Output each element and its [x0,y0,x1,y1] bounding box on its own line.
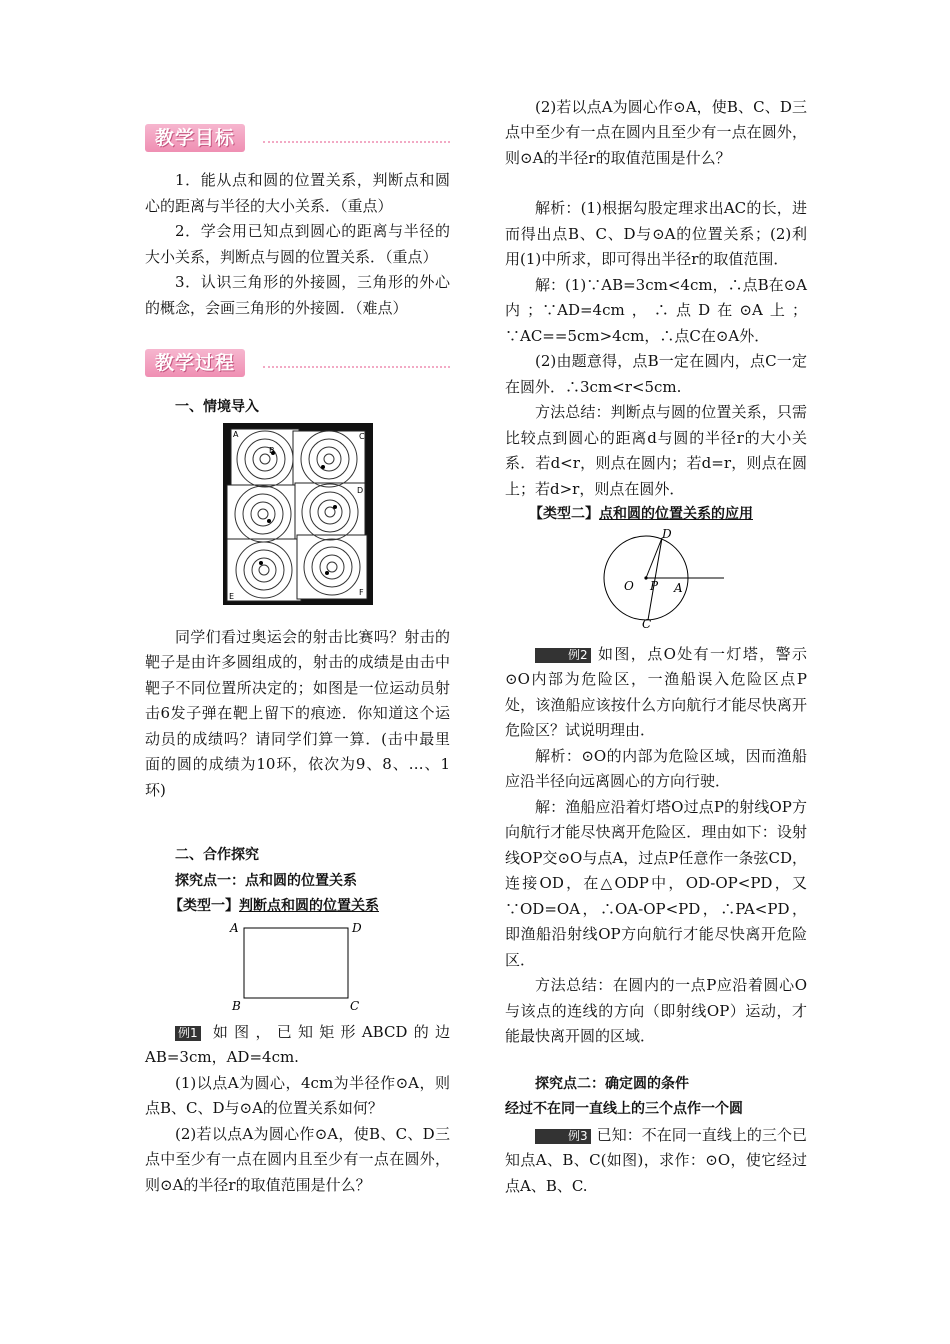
goals-banner [145,120,450,156]
process-banner-title: 教学过程 [145,349,245,377]
ex2-solution: 解：渔船应沿着灯塔O过点P的射线OP方向航行才能尽快离开危险区．理由如下：设射线OP交⊙O与点A，过点P任意作一条弦CD，连接OD，在△ODP中，OD-OP<PD，又∵OD=OA，∴OA-OP<PD，∴PA<PD，即渔船沿射线OP方向航行才能尽快离开危险区． [505,797,807,969]
ex1-badge: 例1 [175,1026,201,1041]
circle-label-o: O [624,578,634,593]
type1-heading [145,894,450,920]
type2-tag: 【类型二】 [529,506,599,522]
circle-op-figure [586,526,726,631]
circle-label-p: P [650,578,659,593]
ex1-method: 方法总结：判断点与圆的位置关系，只需比较点到圆心的距离d与圆的半径r的大小关系．若d<r，则点在圆内；若d=r，则点在圆上；若d>r，则点在圆外． [505,403,807,498]
goal-item: 1．能从点和圆的位置关系，判断点和圆心的距离与半径的大小关系．（重点） [145,171,450,215]
intro-text: 同学们看过奥运会的射击比赛吗？射击的靶子是由许多圆组成的，射击的成绩是由击中靶子不同位置所决定的；如图是一位运动员射击6发子弹在靶上留下的痕迹．你知道这个运动员的成绩吗？请同学们算一算．(击中最里面的圆的成绩为10环，依次为9、8、…、1环) [145,627,450,799]
point2-heading: 探究点二：确定圆的条件 [535,1075,689,1092]
ex1-solution-1: 解：(1)∵AB=3cm<4cm，∴点B在⊙A内；∵AD=4cm，∴点D在⊙A上；∵AC==5cm>4cm，∴点C在⊙A外． [505,275,808,345]
ex2-statement [505,642,807,744]
ex3-badge: 例3 [535,1129,591,1144]
goal-item: 3．认识三角形的外接圆，三角形的外心的概念，会画三角形的外接圆．（难点） [145,273,450,317]
ex1-question-2-overflow: (2)若以点A为圆心作⊙A，使B、C、D三点中至少有一点在圆内且至少有一点在圆外，则⊙A的半径r的取值范围是什么？ [505,97,807,167]
circle-label-a: A [674,580,683,595]
target-label: C [358,431,365,441]
ex2-badge: 例2 [535,648,591,663]
ex3-text: 已知：不在同一直线上的三个已知点A、B、C(如图)，求作：⊙O，使它经过点A、B、C. [505,1125,807,1195]
ex1-question-2: (2)若以点A为圆心作⊙A，使B、C、D三点中至少有一点在圆内且至少有一点在圆外，则⊙A的半径r的取值范围是什么？ [145,1124,450,1194]
point2-subheading: 经过不在同一直线上的三个点作一个圆 [505,1101,743,1117]
ex1-statement [145,1020,450,1071]
circle-label-d: D [662,526,672,541]
banner-dots [263,366,450,368]
banner-dots [263,141,450,143]
rect-label-b: B [231,998,241,1013]
process-banner [145,345,450,381]
goals-banner-title: 教学目标 [145,124,245,152]
ex1-question-1: (1)以点A为圆心，4cm为半径作⊙A，则点B、C、D与⊙A的位置关系如何？ [145,1073,450,1117]
type1-title: 判断点和圆的位置关系 [239,898,379,914]
ex2-text: 如图，点O处有一灯塔，警示⊙O内部为危险区，一渔船误入危险区点P处，该渔船应该按什么方向航行才能尽快离开危险区？试说明理由． [505,644,807,739]
type1-tag: 【类型一】 [169,898,239,914]
circle-label-c: C [642,616,652,631]
ex3-statement [505,1123,807,1200]
ex1-analysis: 解析：(1)根据勾股定理求出AC的长，进而得出点B、C、D与⊙A的位置关系；(2)利用(1)中所求，即可得出半径r的取值范围． [505,199,807,268]
ex1-question-2-cont [505,97,807,196]
rectangle-abcd-figure [228,920,368,1012]
rect-label-c: C [349,998,359,1013]
type2-heading [505,502,807,528]
ex2-analysis: 解析：⊙O的内部为危险区域，因而渔船应沿半径向远离圆心的方向行驶． [505,746,807,790]
target-label: D [356,485,363,495]
shooting-target-figure [223,423,373,605]
goal-item: 2．学会用已知点到圆心的距离与半径的大小关系，判断点与圆的位置关系．（重点） [145,222,450,266]
target-label: F [358,587,364,597]
rect-label-a: A [229,920,239,935]
rect-label-d: D [351,920,362,935]
explore-heading: 二、合作探究 [175,847,259,863]
target-label: E [228,591,234,601]
point1-heading: 探究点一：点和圆的位置关系 [175,872,357,889]
ex2-method: 方法总结：在圆内的一点P应沿着圆心O与该点的连线的方向（即射线OP）运动，才能最快离开圆的区域． [505,976,807,1045]
right-column [505,97,808,1199]
target-label: B [268,445,274,455]
left-column [145,120,450,1194]
type2-title: 点和圆的位置关系的应用 [599,506,753,522]
intro-heading: 一、情境导入 [175,399,259,415]
target-label: A [232,429,238,439]
ex1-solution-2: (2)由题意得，点B一定在圆内，点C一定在圆外．∴3cm<r<5cm. [505,352,807,396]
ex1-text: 如图，已知矩形ABCD的边AB=3cm，AD=4cm. [145,1022,450,1066]
